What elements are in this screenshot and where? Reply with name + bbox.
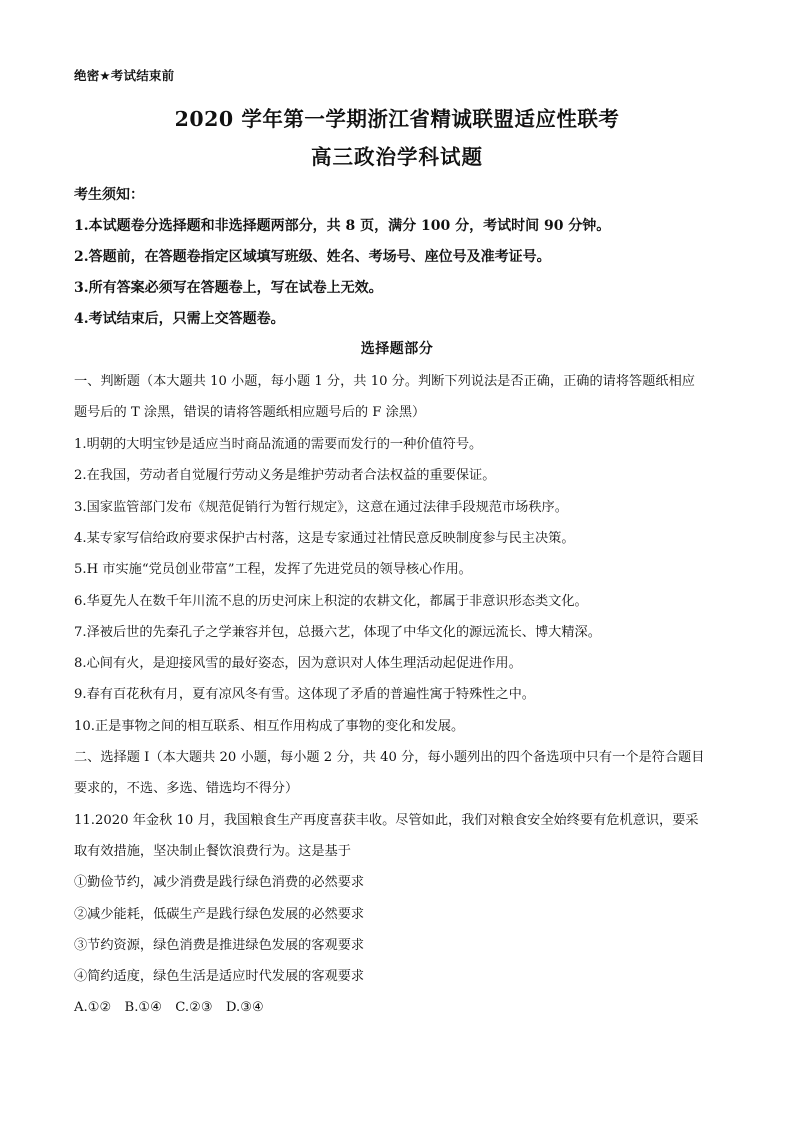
exam-title: 2020 学年第一学期浙江省精诚联盟适应性联考: [174, 107, 620, 131]
confidential-label: 绝密★考试结束前: [74, 68, 175, 83]
question-11-option: ③节约资源，绿色消费是推进绿色发展的客观要求: [74, 938, 365, 953]
question-6: 6.华夏先人在数千年川流不息的历史河床上积淀的农耕文化，都属于非意识形态类文化。: [74, 594, 588, 609]
question-11-option: ①勤俭节约，减少消费是践行绿色消费的必然要求: [74, 875, 365, 890]
notice-item: 1.本试题卷分选择题和非选择题两部分，共 8 页，满分 100 分，考试时间 90 分钟。: [74, 218, 611, 234]
question-8: 8.心间有火，是迎接风雪的最好姿态，因为意识对人体生理活动起促进作用。: [74, 656, 522, 671]
notice-item: 3.所有答案必须写在答题卷上，写在试卷上无效。: [74, 280, 383, 296]
question-9: 9.春有百花秋有月，夏有凉风冬有雪。这体现了矛盾的普遍性寓于特殊性之中。: [74, 687, 535, 702]
question-11-stem: 取有效措施，坚决制止餐饮浪费行为。这是基于: [74, 844, 351, 859]
notice-item: 2.答题前，在答题卷指定区域填写班级、姓名、考场号、座位号及准考证号。: [74, 249, 551, 265]
question-1: 1.明朝的大明宝钞是适应当时商品流通的需要而发行的一种价值符号。: [74, 437, 483, 452]
section-heading: 选择题部分: [360, 341, 434, 357]
notice-item: 4.考试结束后，只需上交答题卷。: [74, 311, 285, 327]
part1-intro: 题号后的 T 涂黑，错误的请将答题纸相应题号后的 F 涂黑）: [74, 405, 426, 420]
question-5: 5.H 市实施“党员创业带富”工程，发挥了先进党员的领导核心作用。: [74, 562, 472, 577]
question-7: 7.泽被后世的先秦孔子之学兼容并包，总摄六艺，体现了中华文化的源远流长、博大精深。: [74, 625, 601, 640]
exam-subtitle: 高三政治学科试题: [311, 145, 483, 169]
question-11-stem: 11.2020 年金秋 10 月，我国粮食生产再度喜获丰收。尽管如此，我们对粮食安全始终要有危机意识，要采: [74, 813, 699, 828]
question-11-option: ④简约适度，绿色生活是适应时代发展的客观要求: [74, 969, 365, 984]
part2-intro: 要求的，不选、多选、错选均不得分）: [74, 781, 299, 796]
part2-intro: 二、选择题 I（本大题共 20 小题，每小题 2 分，共 40 分，每小题列出的四个备选项中只有一个是符合题目: [74, 750, 705, 765]
notice-heading: 考生须知：: [74, 187, 144, 203]
part1-intro: 一、判断题（本大题共 10 小题，每小题 1 分，共 10 分。判断下列说法是否正确，正确的请将答题纸相应: [74, 374, 695, 389]
question-4: 4.某专家写信给政府要求保护古村落，这是专家通过社情民意反映制度参与民主决策。: [74, 531, 575, 546]
question-10: 10.正是事物之间的相互联系、相互作用构成了事物的变化和发展。: [74, 719, 465, 734]
question-11-answers: A.①② B.①④ C.②③ D.③④: [74, 1000, 264, 1015]
question-11-option: ②减少能耗，低碳生产是践行绿色发展的必然要求: [74, 907, 365, 922]
question-3: 3.国家监管部门发布《规范促销行为暂行规定》，这意在通过法律手段规范市场秩序。: [74, 500, 568, 515]
question-2: 2.在我国，劳动者自觉履行劳动义务是维护劳动者合法权益的重要保证。: [74, 468, 496, 483]
